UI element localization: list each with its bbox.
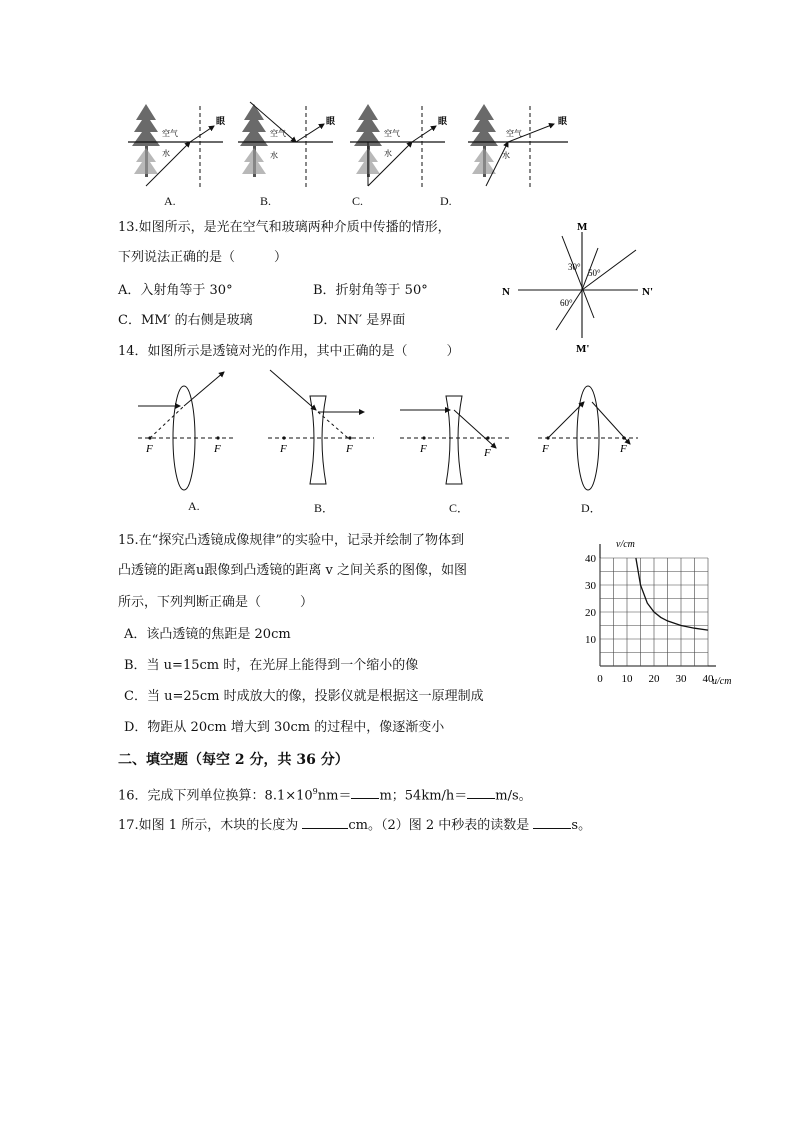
- y-tick-label: 20: [585, 607, 596, 619]
- q16-text-4: m/s。: [495, 788, 532, 804]
- q14-option-b-figure: [268, 370, 374, 484]
- q15-stem-line2: 凸透镜的距离u跟像到凸透镜的距离 v 之间关系的图像，如图: [118, 563, 467, 578]
- q14-lens-figures: [134, 366, 654, 496]
- water-label: 水: [502, 151, 510, 160]
- x-axis-label: u/cm: [712, 676, 732, 687]
- q12-label-d: D.: [440, 194, 452, 208]
- angle-30-label: 30°: [568, 262, 581, 272]
- focus-label: F: [280, 443, 287, 455]
- q14-option-a-figure: [138, 372, 234, 490]
- eye-icon: 眼: [216, 116, 226, 126]
- q13-option-b: B．折射角等于 50°: [313, 283, 428, 298]
- q16-text-2: nm＝: [317, 788, 352, 804]
- q12-option-a-figure: [128, 104, 225, 188]
- water-label: 水: [270, 151, 278, 160]
- air-label: 空气: [270, 129, 286, 138]
- q12-option-b-figure: [238, 102, 335, 188]
- section-2-heading: 二、填空题（每空 2 分，共 36 分）: [118, 752, 349, 768]
- q17-text-2: cm。（2）图 2 中秒表的读数是: [348, 818, 534, 833]
- q15-option-b: B．当 u=15cm 时，在光屏上能得到一个缩小的像: [124, 658, 419, 673]
- q13-option-d: D．NN′ 是界面: [313, 313, 406, 328]
- x-tick-label: 10: [621, 673, 633, 685]
- q16-text-1: 16．完成下列单位换算：8.1×10: [118, 788, 313, 804]
- air-label: 空气: [162, 129, 178, 138]
- q14-label-d: D．: [581, 501, 602, 515]
- q13-option-a: A．入射角等于 30°: [118, 283, 233, 298]
- q14-label-a: A.: [188, 499, 200, 513]
- q13-stem-line1: 13.如图所示，是光在空气和玻璃两种介质中传播的情形，: [118, 220, 451, 235]
- y-tick-label: 40: [585, 553, 596, 565]
- eye-icon: 眼: [558, 116, 568, 126]
- q14-label-b: B．: [314, 501, 335, 515]
- label-m-prime: M': [576, 343, 590, 355]
- q17-blank-2[interactable]: [533, 816, 571, 829]
- q13-option-c: C．MM′ 的右侧是玻璃: [118, 313, 253, 328]
- focus-label: F: [146, 443, 153, 455]
- q12-option-c-figure: [350, 104, 447, 188]
- q12-label-a: A.: [164, 194, 176, 208]
- y-tick-label: 30: [585, 580, 596, 592]
- air-label: 空气: [506, 129, 522, 138]
- focus-label: F: [346, 443, 353, 455]
- angle-60-label: 60°: [560, 298, 573, 308]
- water-label: 水: [162, 149, 170, 158]
- focus-label: F: [542, 443, 549, 455]
- q15-stem-line3: 所示，下列判断正确是（ ）: [118, 595, 314, 610]
- x-tick-label: 0: [597, 673, 603, 685]
- q16-exponent: 9: [312, 787, 318, 796]
- q16-text-3: m；54km/h＝: [379, 788, 468, 804]
- y-tick-label: 10: [585, 634, 596, 646]
- q13-refraction-diagram: [496, 218, 676, 358]
- q14-stem: 14．如图所示是透镜对光的作用，其中正确的是（ ）: [118, 344, 460, 359]
- x-tick-label: 40: [702, 673, 714, 685]
- label-m: M: [577, 221, 588, 233]
- y-axis-label: v/cm: [616, 539, 635, 550]
- q17-text-3: s。: [571, 818, 592, 833]
- x-tick-label: 30: [675, 673, 687, 685]
- uv-curve: [636, 558, 708, 630]
- q14-option-c-figure: [400, 396, 510, 484]
- q17-blank-1[interactable]: [302, 816, 348, 829]
- q16-blank-2[interactable]: [467, 786, 495, 799]
- q16-blank-1[interactable]: [351, 786, 379, 799]
- q12-label-c: C.: [352, 194, 364, 208]
- q14-label-c: C．: [449, 501, 470, 515]
- q15-option-d: D．物距从 20cm 增大到 30cm 的过程中，像逐渐变小: [124, 720, 445, 735]
- q12-figure-row: [128, 98, 588, 208]
- q14-option-d-figure: [538, 386, 638, 490]
- focus-label: F: [484, 447, 491, 459]
- focus-label: F: [620, 443, 627, 455]
- q15-stem-line1: 15.在“探究凸透镜成像规律”的实验中，记录并绘制了物体到: [118, 533, 464, 548]
- q15-option-c: C．当 u=25cm 时成放大的像，投影仪就是根据这一原理制成: [124, 689, 484, 704]
- q12-option-d-figure: [468, 104, 568, 188]
- focus-label: F: [420, 443, 427, 455]
- focus-label: F: [214, 443, 221, 455]
- eye-icon: 眼: [438, 116, 448, 126]
- q13-stem-line2: 下列说法正确的是（ ）: [118, 250, 288, 265]
- q16-line: [118, 784, 532, 804]
- q12-label-b: B.: [260, 194, 272, 208]
- water-label: 水: [384, 149, 392, 158]
- x-tick-label: 20: [648, 673, 660, 685]
- uv-graph: [576, 534, 756, 692]
- eye-icon: 眼: [326, 116, 336, 126]
- label-n-prime: N': [642, 286, 653, 298]
- q17-line: [118, 816, 591, 834]
- air-label: 空气: [384, 129, 400, 138]
- label-n: N: [502, 286, 510, 298]
- q17-text-1: 17.如图 1 所示，木块的长度为: [118, 818, 303, 833]
- angle-50-label: 50°: [588, 268, 601, 278]
- q15-option-a: A．该凸透镜的焦距是 20cm: [124, 627, 291, 642]
